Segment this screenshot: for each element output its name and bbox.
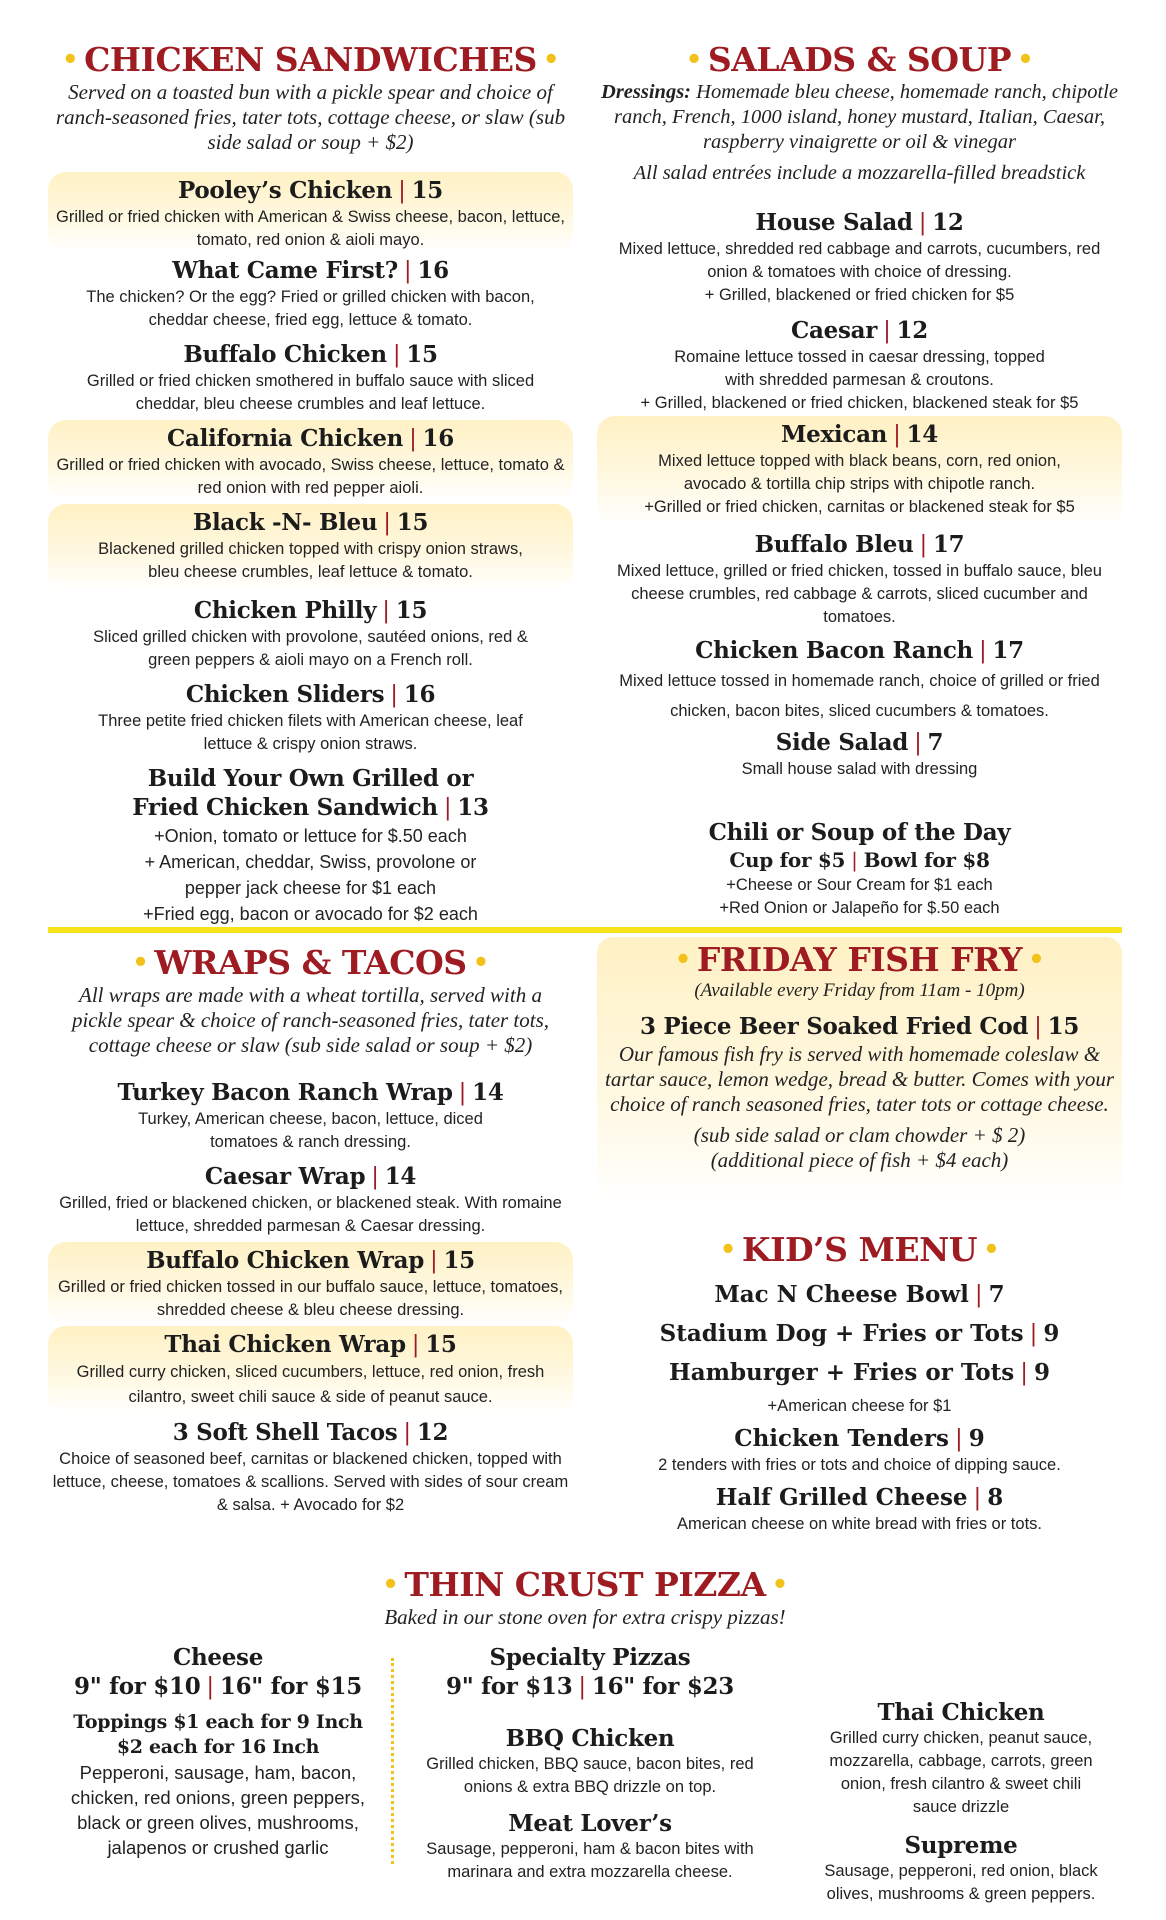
item-price: 12 bbox=[932, 209, 964, 236]
section-divider bbox=[48, 927, 1122, 933]
menu-item: Chicken Philly | 15 Sliced grilled chicken with provolone, sautéed onions, red & green peppers & aioli mayo on a French roll. bbox=[48, 592, 573, 676]
item-price: 16 bbox=[403, 681, 436, 708]
fish-desc: Our famous fish fry is served with homemade coleslaw & tartar sauce, lemon wedge, bread & butter. Comes with your choice of ranch seasoned fries, tater tots or cottage cheese. bbox=[604, 1042, 1114, 1116]
item-desc: Grilled or fried chicken with American & Swiss cheese, bacon, lettuce, tomato, red onion & aioli mayo. bbox=[56, 208, 565, 249]
item-price: 13 bbox=[457, 794, 489, 821]
kids-item: Stadium Dog + Fries or Tots | 9 bbox=[659, 1320, 1060, 1347]
soup-item: Chili or Soup of the Day Cup for $5 | Bowl for $8 +Cheese or Sour Cream for $1 each +Red Onion or Jalapeño for $.50 each bbox=[597, 814, 1122, 923]
chicken-sandwiches-title: • CHICKEN SANDWICHES • bbox=[61, 40, 560, 79]
item-name: Black -N- Bleu bbox=[192, 509, 378, 536]
item-desc: Small house salad with dressing bbox=[741, 760, 978, 778]
kids-item-desc: American cheese on white bread with fries or tots. bbox=[676, 1515, 1042, 1533]
menu-item: Buffalo Chicken | 15 Grilled or fried chicken smothered in buffalo sauce with sliced cheddar, bleu cheese crumbles and leaf lettuce. bbox=[48, 336, 573, 420]
item-desc: Mixed lettuce, grilled or fried chicken, tossed in buffalo sauce, bleu cheese crumbles, red cabbage & carrots, sliced cucumber and tomatoes. bbox=[617, 562, 1102, 626]
menu-item: Thai Chicken Wrap | 15 Grilled curry chicken, sliced cucumbers, lettuce, red onion, fresh cilantro, sweet chili sauce & side of peanut sauce. bbox=[48, 1326, 573, 1414]
menu-item: Turkey Bacon Ranch Wrap | 14 Turkey, American cheese, bacon, lettuce, diced tomatoes & ranch dressing. bbox=[48, 1074, 573, 1158]
salad-items bbox=[597, 204, 1122, 923]
item-desc: Turkey, American cheese, bacon, lettuce, diced tomatoes & ranch dressing. bbox=[138, 1110, 483, 1151]
item-price: 15 bbox=[396, 509, 429, 536]
specialty-pizzas-right bbox=[800, 1698, 1122, 1906]
item-desc: Sausage, pepperoni, red onion, black olives, mushrooms & green peppers. bbox=[824, 1862, 1098, 1903]
kids-item: Half Grilled Cheese | 8 bbox=[715, 1484, 1004, 1511]
item-name: Chili or Soup of the Day bbox=[708, 819, 1011, 846]
item-name: Pooley’s Chicken bbox=[177, 177, 393, 204]
build-your-own-item: Build Your Own Grilled or Fried Chicken Sandwich | 13 +Onion, tomato or lettuce for $.50 each + American, cheddar, Swiss, provolone or pepper jack cheese for $1 each +Fried egg, bacon or avocado for $2 each bbox=[48, 760, 573, 930]
kids-menu-title: • KID’S MENU • bbox=[719, 1230, 1000, 1269]
item-price: 14 bbox=[384, 1163, 417, 1190]
soup-option: +Cheese or Sour Cream for $1 each bbox=[726, 876, 993, 894]
item-name: Cheese bbox=[172, 1644, 264, 1671]
kids-menu-section bbox=[597, 1230, 1122, 1536]
item-price: 17 bbox=[932, 531, 965, 558]
item-name: Chicken Bacon Ranch bbox=[695, 637, 973, 664]
item-name: Build Your Own Grilled or bbox=[147, 765, 474, 792]
item-price: 15 bbox=[425, 1331, 457, 1358]
chicken-intro: Served on a toasted bun with a pickle spear and choice of ranch-seasoned fries, tater tots, cottage cheese, or slaw (sub side salad or soup + $2) bbox=[55, 80, 566, 154]
item-name: Caesar bbox=[791, 317, 878, 344]
item-price: 12 bbox=[896, 317, 928, 344]
byo-option: +Onion, tomato or lettuce for $.50 each bbox=[154, 826, 467, 846]
toppings-list: Pepperoni, sausage, ham, bacon, chicken, red onions, green peppers, black or green olives, mushrooms, jalapenos or crushed garlic bbox=[70, 1762, 366, 1858]
item-price: 7 bbox=[927, 729, 944, 756]
item-desc: Mixed lettuce tossed in homemade ranch, choice of grilled or fried chicken, bacon bites, sliced cucumbers & tomatoes. bbox=[619, 672, 1100, 720]
fish-extra-option: (additional piece of fish + $4 each) bbox=[710, 1148, 1009, 1172]
item-desc: Mixed lettuce, shredded red cabbage and carrots, cucumbers, red onion & tomatoes with choice of dressing. bbox=[618, 240, 1101, 281]
wraps-intro: All wraps are made with a wheat tortilla, served with a pickle spear & choice of ranch-seasoned fries, tater tots, cottage cheese or slaw (sub side salad or soup + $2) bbox=[71, 983, 550, 1057]
kids-item: Hamburger + Fries or Tots | 9 bbox=[668, 1359, 1050, 1386]
chicken-items bbox=[48, 172, 573, 930]
item-name: Turkey Bacon Ranch Wrap bbox=[117, 1079, 453, 1106]
item-price: 15 bbox=[406, 341, 438, 368]
kids-item: Mac N Cheese Bowl | 7 bbox=[714, 1281, 1005, 1308]
fish-fry-section: • FRIDAY FISH FRY • (Available every Friday from 11am - 10pm) 3 Piece Beer Soaked Fried Cod | 15 Our famous fish fry is served with homemade coleslaw & tartar sauce, lemon wedge, bread & butter. Comes with your choice of ranch seasoned fries, tater tots or cottage cheese. (sub side salad or clam chowder + $ 2) (additional piece of fish + $4 each) bbox=[597, 940, 1122, 1173]
item-name: Buffalo Chicken Wrap bbox=[146, 1247, 425, 1274]
item-price: 15 bbox=[1047, 1013, 1080, 1040]
chicken-sandwiches-section bbox=[48, 40, 573, 155]
item-desc: Sausage, pepperoni, ham & bacon bites with marinara and extra mozzarella cheese. bbox=[426, 1840, 754, 1881]
item-name: Buffalo Bleu bbox=[754, 531, 914, 558]
salad-note: All salad entrées include a mozzarella-filled breadstick bbox=[633, 162, 1086, 184]
item-name: Caesar Wrap bbox=[204, 1163, 366, 1190]
pizza-intro: Baked in our stone oven for extra crispy pizzas! bbox=[384, 1605, 786, 1629]
item-price: 16 bbox=[417, 257, 449, 284]
cheese-pizza: Cheese 9" for $10 | 16" for $15 Toppings $1 each for 9 Inch $2 each for 16 Inch Pepperoni, sausage, ham, bacon, chicken, red onions, green peppers, black or green olives, mushrooms, jalapenos or crushed garlic bbox=[48, 1643, 388, 1860]
item-desc: Grilled or fried chicken smothered in buffalo sauce with sliced cheddar, bleu cheese crumbles and leaf lettuce. bbox=[86, 372, 535, 413]
kids-item: Chicken Tenders | 9 bbox=[734, 1425, 985, 1452]
item-name: 3 Piece Beer Soaked Fried Cod bbox=[639, 1013, 1029, 1040]
item-price: 15 bbox=[443, 1247, 475, 1274]
menu-item: Buffalo Bleu | 17 Mixed lettuce, grilled or fried chicken, tossed in buffalo sauce, bleu cheese crumbles, red cabbage & carrots, sliced cucumber and tomatoes. bbox=[597, 526, 1122, 632]
menu-item: What Came First? | 16 The chicken? Or the egg? Fried or grilled chicken with bacon, cheddar cheese, fried egg, lettuce & tomato. bbox=[48, 252, 573, 336]
item-name: Thai Chicken Wrap bbox=[164, 1331, 406, 1358]
kids-item-desc: +American cheese for $1 bbox=[767, 1397, 952, 1415]
item-desc: Grilled chicken, BBQ sauce, bacon bites, red onions & extra BBQ drizzle on top. bbox=[426, 1755, 754, 1796]
menu-item: Mexican | 14 Mixed lettuce topped with black beans, corn, red onion, avocado & tortilla chip strips with chipotle ranch. +Grilled or fried chicken, carnitas or blackened steak for $5 bbox=[597, 416, 1122, 526]
item-desc: Mixed lettuce topped with black beans, corn, red onion, avocado & tortilla chip strips with chipotle ranch. bbox=[658, 452, 1061, 493]
wrap-items bbox=[48, 1074, 573, 1520]
byo-option: pepper jack cheese for $1 each bbox=[184, 878, 437, 898]
item-name: Meat Lover’s bbox=[508, 1810, 672, 1837]
item-name: Chicken Philly bbox=[193, 597, 377, 624]
menu-item: House Salad | 12 Mixed lettuce, shredded red cabbage and carrots, cucumbers, red onion & tomatoes with choice of dressing. + Grilled, blackened or fried chicken for $5 bbox=[597, 204, 1122, 312]
item-price: 17 bbox=[992, 637, 1024, 664]
item-price: 12 bbox=[416, 1419, 449, 1446]
byo-option: +Fried egg, bacon or avocado for $2 each bbox=[143, 904, 478, 924]
fish-fry-title: • FRIDAY FISH FRY • bbox=[674, 940, 1045, 979]
menu-item: Buffalo Chicken Wrap | 15 Grilled or fried chicken tossed in our buffalo sauce, lettuce, tomatoes, shredded cheese & bleu cheese dressing. bbox=[48, 1242, 573, 1324]
item-desc: Grilled curry chicken, sliced cucumbers, lettuce, red onion, fresh cilantro, sweet chili sauce & side of peanut sauce. bbox=[76, 1363, 545, 1406]
item-price: 14 bbox=[472, 1079, 504, 1106]
pizza-section bbox=[48, 1565, 1122, 1630]
item-name: House Salad bbox=[755, 209, 913, 236]
menu-item: Chicken Sliders | 16 Three petite fried chicken filets with American cheese, leaf lettuce & crispy onion straws. bbox=[48, 676, 573, 760]
fish-sub-option: (sub side salad or clam chowder + $ 2) bbox=[693, 1123, 1026, 1147]
toppings-price: Toppings $1 each for 9 Inch bbox=[73, 1711, 363, 1733]
size-price: 9" for $10 bbox=[74, 1673, 201, 1700]
item-name: Mexican bbox=[781, 421, 888, 448]
wraps-tacos-title: • WRAPS & TACOS • bbox=[132, 943, 489, 982]
menu-item: Side Salad | 7 Small house salad with dressing bbox=[597, 724, 1122, 814]
salads-soup-title: • SALADS & SOUP • bbox=[685, 40, 1034, 79]
item-desc: Three petite fried chicken filets with American cheese, leaf lettuce & crispy onion straws. bbox=[98, 712, 523, 753]
item-name: Chicken Sliders bbox=[185, 681, 385, 708]
soup-option: +Red Onion or Jalapeño for $.50 each bbox=[719, 899, 1000, 917]
item-desc: Choice of seasoned beef, carnitas or blackened chicken, topped with lettuce, cheese, tomatoes & scallions. Served with sides of sour cream & salsa. + Avocado for $2 bbox=[52, 1450, 569, 1514]
cup-price: Cup for $5 bbox=[729, 848, 846, 872]
item-name: Side Salad bbox=[775, 729, 909, 756]
dressings-text: Dressings: Homemade bleu cheese, homemade ranch, chipotle ranch, French, 1000 island, honey mustard, Italian, Caesar, raspberry vinaigrette or oil & vinegar bbox=[601, 81, 1118, 153]
menu-item: Chicken Bacon Ranch | 17 Mixed lettuce tossed in homemade ranch, choice of grilled or fried chicken, bacon bites, sliced cucumbers & tomatoes. bbox=[597, 632, 1122, 724]
item-price: 16 bbox=[422, 425, 454, 452]
item-name: Supreme bbox=[904, 1832, 1018, 1859]
item-desc: Grilled or fried chicken with avocado, Swiss cheese, lettuce, tomato & red onion with red pepper aioli. bbox=[56, 456, 565, 497]
size-price: 16" for $15 bbox=[219, 1673, 362, 1700]
item-name: Fried Chicken Sandwich bbox=[132, 794, 438, 821]
size-price: 16" for $23 bbox=[591, 1673, 734, 1700]
item-extra: + Grilled, blackened or fried chicken, blackened steak for $5 bbox=[640, 394, 1079, 412]
salads-soup-section bbox=[597, 40, 1122, 186]
pizza-title: • THIN CRUST PIZZA • bbox=[382, 1565, 788, 1604]
fish-availability: (Available every Friday from 11am - 10pm) bbox=[694, 980, 1025, 1001]
kids-item-desc: 2 tenders with fries or tots and choice of dipping sauce. bbox=[658, 1456, 1061, 1474]
menu-item: 3 Soft Shell Tacos | 12 Choice of seasoned beef, carnitas or blackened chicken, topped with lettuce, cheese, tomatoes & scallions. Served with sides of sour cream & salsa. + Avocado for $2 bbox=[48, 1414, 573, 1520]
menu-item: Caesar Wrap | 14 Grilled, fried or blackened chicken, or blackened steak. With romaine lettuce, shredded parmesan & Caesar dressing. bbox=[48, 1158, 573, 1242]
item-name: What Came First? bbox=[172, 257, 398, 284]
item-name: Buffalo Chicken bbox=[183, 341, 387, 368]
menu-item: Caesar | 12 Romaine lettuce tossed in caesar dressing, topped with shredded parmesan & croutons. + Grilled, blackened or fried chicken, blackened steak for $5 bbox=[597, 312, 1122, 416]
item-desc: The chicken? Or the egg? Fried or grilled chicken with bacon, cheddar cheese, fried egg, lettuce & tomato. bbox=[86, 288, 535, 329]
item-price: 15 bbox=[395, 597, 428, 624]
item-name: 3 Soft Shell Tacos bbox=[172, 1419, 398, 1446]
dotted-divider bbox=[391, 1658, 394, 1864]
size-price: 9" for $13 bbox=[446, 1673, 573, 1700]
bowl-price: Bowl for $8 bbox=[863, 848, 990, 872]
item-price: 15 bbox=[411, 177, 444, 204]
item-name: Specialty Pizzas bbox=[489, 1644, 691, 1671]
item-extra: + Grilled, blackened or fried chicken for $5 bbox=[704, 286, 1015, 304]
menu-item: California Chicken | 16 Grilled or fried chicken with avocado, Swiss cheese, lettuce, tomato & red onion with red pepper aioli. bbox=[48, 420, 573, 500]
item-desc: Grilled or fried chicken tossed in our buffalo sauce, lettuce, tomatoes, shredded cheese & bleu cheese dressing. bbox=[57, 1278, 564, 1319]
item-name: California Chicken bbox=[167, 425, 404, 452]
toppings-price: $2 each for 16 Inch bbox=[116, 1736, 320, 1758]
item-desc: Sliced grilled chicken with provolone, sautéed onions, red & green peppers & aioli mayo on a French roll. bbox=[93, 628, 528, 669]
item-desc: Grilled curry chicken, peanut sauce, mozzarella, cabbage, carrots, green onion, fresh cilantro & sweet chili sauce drizzle bbox=[829, 1729, 1093, 1816]
item-desc: Blackened grilled chicken topped with crispy onion straws, bleu cheese crumbles, leaf lettuce & tomato. bbox=[98, 540, 523, 581]
specialty-pizzas: Specialty Pizzas 9" for $13 | 16" for $23 BBQ Chicken Grilled chicken, BBQ sauce, bacon bites, red onions & extra BBQ drizzle on top. Meat Lover’s Sausage, pepperoni, ham & bacon bites with marinara and extra mozzarella cheese. bbox=[400, 1643, 780, 1884]
item-price: 14 bbox=[906, 421, 938, 448]
item-name: Thai Chicken bbox=[877, 1699, 1045, 1726]
menu-item: Pooley’s Chicken | 15 Grilled or fried chicken with American & Swiss cheese, bacon, lettuce, tomato, red onion & aioli mayo. bbox=[48, 172, 573, 252]
item-extra: +Grilled or fried chicken, carnitas or blackened steak for $5 bbox=[644, 498, 1075, 516]
wraps-tacos-section bbox=[48, 943, 573, 1058]
menu-item: Black -N- Bleu | 15 Blackened grilled chicken topped with crispy onion straws, bleu cheese crumbles, leaf lettuce & tomato. bbox=[48, 504, 573, 592]
item-desc: Grilled, fried or blackened chicken, or blackened steak. With romaine lettuce, shredded parmesan & Caesar dressing. bbox=[59, 1194, 562, 1235]
item-name: BBQ Chicken bbox=[505, 1725, 675, 1752]
item-desc: Romaine lettuce tossed in caesar dressing, topped with shredded parmesan & croutons. bbox=[674, 348, 1045, 389]
byo-option: + American, cheddar, Swiss, provolone or bbox=[144, 852, 477, 872]
